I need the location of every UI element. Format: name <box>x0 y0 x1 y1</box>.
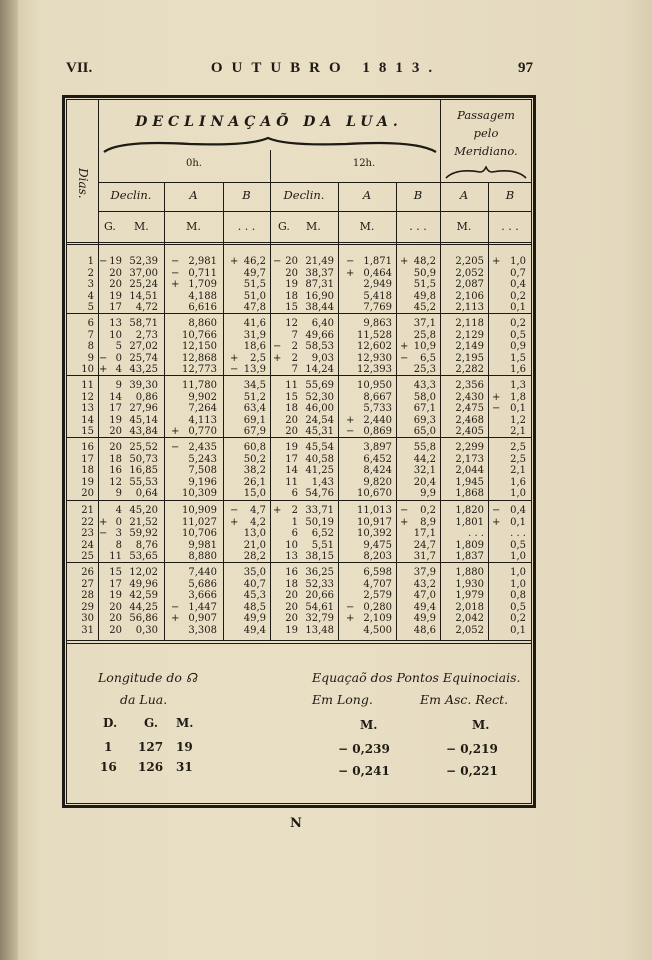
page-title: OUTUBRO 1813. <box>210 60 442 76</box>
col-b-12: B <box>413 188 423 202</box>
rule <box>66 500 532 501</box>
sign: − <box>171 442 180 453</box>
a-value: 7,440 5,686 3,666 1,447 0,907 3,308 <box>188 567 217 636</box>
b-value: 48,2 50,9 51,5 49,8 45,2 <box>413 256 436 314</box>
sign: − + <box>99 352 108 376</box>
row-1-g: 127 <box>138 740 164 754</box>
col-a-pass: A <box>459 188 469 202</box>
a-value: 8,860 10,766 12,150 12,868 12,773 <box>182 318 217 376</box>
sign: − <box>99 256 108 267</box>
days: 26 27 28 29 30 31 <box>81 567 94 636</box>
pass-a: 2,356 2,430 2,475 2,468 2,405 <box>455 380 484 438</box>
rule <box>396 182 397 640</box>
sign: + − <box>492 391 501 415</box>
unit-ma-0: M. <box>186 220 201 233</box>
declin-g: 12 7 2 2 7 <box>285 318 298 376</box>
brace-ornament-small <box>444 166 528 180</box>
a-value: 6,598 4,707 2,579 0,280 2,109 4,500 <box>363 567 392 636</box>
declin-m: 6,40 49,66 58,53 9,03 14,24 <box>305 318 334 376</box>
b-value: 4,7 4,2 13,0 21,0 28,2 <box>243 505 266 563</box>
declin-g: 19 20 20 19 17 <box>109 256 122 314</box>
rule <box>66 242 532 243</box>
unit-g-0: G. <box>104 220 116 233</box>
pass-a: 1,820 1,801 . . . 1,809 1,837 <box>455 505 484 563</box>
rule <box>338 182 339 640</box>
days: 6 7 8 9 10 <box>81 318 94 376</box>
table-title: DECLINAÇAÕ DA LUA. <box>135 114 403 130</box>
declin-m: 36,25 52,33 20,66 54,61 32,79 13,48 <box>305 567 334 636</box>
sign: − <box>273 256 282 267</box>
row-2-d: 16 <box>100 760 117 774</box>
row-2-m: 31 <box>176 760 193 774</box>
a-value: 2,435 5,243 7,508 9,196 10,309 <box>182 442 217 500</box>
days: 16 17 18 19 20 <box>81 442 94 500</box>
em-asc-label: Em Asc. Rect. <box>420 692 509 707</box>
unit-m-12: M. <box>306 220 321 233</box>
passagem-label-2: pelo <box>473 126 499 140</box>
col-d: D. <box>103 716 118 730</box>
sign: + − <box>346 414 355 438</box>
a-value: 11,780 9,902 7,264 4,113 0,770 <box>182 380 217 438</box>
b-value: 37,1 25,8 10,9 6,5 25,3 <box>413 318 436 376</box>
a-value: 9,863 11,528 12,602 12,930 12,393 <box>357 318 392 376</box>
rule <box>223 182 224 640</box>
passagem-label-3: Meridiano. <box>454 144 518 158</box>
b-value: 46,2 49,7 51,5 51,0 47,8 <box>243 256 266 314</box>
sign: − + <box>171 601 180 625</box>
col-declin-0: Declin. <box>110 188 152 202</box>
sign: + − <box>99 516 108 540</box>
rule <box>98 211 532 212</box>
declin-g: 2 1 6 10 13 <box>285 505 298 563</box>
col-b-pass: B <box>505 188 515 202</box>
signature-mark: N <box>290 816 302 831</box>
long-value-2: − 0,241 <box>338 764 390 778</box>
col-a-0: A <box>189 188 198 202</box>
rule <box>440 100 441 640</box>
pass-a: 2,118 2,129 2,149 2,195 2,282 <box>455 318 484 376</box>
col-a-12: A <box>362 188 372 202</box>
b-value: 35,0 40,7 45,3 48,5 49,9 49,4 <box>243 567 266 636</box>
unit-m-asc: M. <box>472 718 490 732</box>
b-value: 34,5 51,2 63,4 69,1 67,9 <box>243 380 266 438</box>
sign: + <box>400 256 409 267</box>
row-1-m: 19 <box>176 740 193 754</box>
rule <box>488 182 489 640</box>
col-m: M. <box>176 716 194 730</box>
page-number: 97 <box>518 60 533 76</box>
sign: + − <box>400 341 409 364</box>
col-declin-12: Declin. <box>283 188 325 202</box>
declin-g: 16 18 20 20 20 19 <box>285 567 298 636</box>
unit-ma-pass: M. <box>456 220 472 233</box>
declin-g: 11 15 18 20 20 <box>285 380 298 438</box>
rule <box>66 640 532 641</box>
pass-a: 1,880 1,930 1,979 2,018 2,042 2,052 <box>455 567 484 636</box>
declin-m: 55,69 52,30 46,00 24,54 45,31 <box>305 380 334 438</box>
declin-m: 45,54 40,58 41,25 1,43 54,76 <box>305 442 334 500</box>
b-value: 43,3 58,0 67,1 69,3 65,0 <box>413 380 436 438</box>
brace-ornament <box>100 136 440 156</box>
a-value: 10,909 11,027 10,706 9,981 8,880 <box>182 505 217 563</box>
longitude-title-2: da Lua. <box>120 692 168 707</box>
pass-b: 1,3 1,8 0,1 1,2 2,1 <box>510 380 526 438</box>
a-value: 11,013 10,917 10,392 9,475 8,203 <box>357 505 392 563</box>
pass-b: 0,2 0,5 0,9 1,5 1,6 <box>510 318 526 376</box>
asc-value-1: − 0,219 <box>446 742 498 756</box>
days: 1 2 3 4 5 <box>87 256 94 314</box>
pass-a: 2,205 2,052 2,087 2,106 2,113 <box>455 256 484 314</box>
longitude-title: Longitude do ☊ <box>98 670 197 685</box>
sign: − + <box>346 601 355 625</box>
sign: + <box>230 256 239 267</box>
pass-b: 1,0 1,0 0,8 0,5 0,2 0,1 <box>510 567 526 636</box>
asc-value-2: − 0,221 <box>446 764 498 778</box>
pass-b: 0,4 0,1 . . . 0,5 1,0 <box>510 505 526 563</box>
sign: + <box>171 426 180 438</box>
unit-mb-0: . . . <box>237 220 256 233</box>
a-value: 2,981 0,711 1,709 4,188 6,616 <box>188 256 217 314</box>
row-1-d: 1 <box>104 740 113 754</box>
b-value: 41,6 31,9 18,6 2,5 13,9 <box>243 318 266 376</box>
declin-g: 19 17 14 11 6 <box>285 442 298 500</box>
sign: − + <box>400 505 409 528</box>
declin-g: 13 10 5 0 4 <box>109 318 122 376</box>
declin-m: 33,71 50,19 6,52 5,51 38,15 <box>305 505 334 563</box>
dias-label: Dias. <box>76 168 90 199</box>
sign: + <box>492 256 501 267</box>
col-g: G. <box>144 716 158 730</box>
declin-g: 20 18 16 12 9 <box>109 442 122 500</box>
hour-12-label: 12h. <box>352 158 376 169</box>
unit-mb-12: . . . <box>409 220 427 233</box>
rule <box>164 182 165 640</box>
b-value: 0,2 8,9 17,1 24,7 31,7 <box>413 505 436 563</box>
page-gutter <box>0 0 18 960</box>
declin-m: 52,39 37,00 25,24 14,51 4,72 <box>129 256 158 314</box>
a-value: 3,897 6,452 8,424 9,820 10,670 <box>357 442 392 500</box>
declin-m: 58,71 2,73 27,02 25,74 43,25 <box>129 318 158 376</box>
sign: − + <box>273 341 282 364</box>
sign: − + <box>230 505 239 528</box>
row-2-g: 126 <box>138 760 164 774</box>
sign: − + <box>492 505 501 528</box>
unit-m-long: M. <box>360 718 378 732</box>
b-value: 55,8 44,2 32,1 20,4 9,9 <box>413 442 436 500</box>
declin-m: 21,49 38,37 87,31 16,90 38,44 <box>305 256 334 314</box>
unit-mb-pass: . . . <box>501 220 519 233</box>
pass-b: 2,5 2,5 2,1 1,6 1,0 <box>510 442 526 500</box>
rule <box>98 182 532 183</box>
rule <box>270 150 271 640</box>
rule <box>66 643 532 644</box>
passagem-label-1: Passagem <box>457 108 515 122</box>
unit-m-0: M. <box>134 220 149 233</box>
declin-m: 12,02 49,96 42,59 44,25 56,86 0,30 <box>129 567 158 636</box>
sign: − + <box>346 256 355 279</box>
unit-ma-12: M. <box>359 220 375 233</box>
unit-g-12: G. <box>278 220 290 233</box>
declin-g: 4 0 3 8 11 <box>109 505 122 563</box>
declin-g: 20 20 19 18 15 <box>285 256 298 314</box>
long-value-1: − 0,239 <box>338 742 390 756</box>
hour-0-label: 0h. <box>186 158 202 169</box>
equation-title: Equaçaõ dos Pontos Equinociais. <box>312 670 521 685</box>
days: 21 22 23 24 25 <box>81 505 94 563</box>
declin-g: 9 14 17 19 20 <box>109 380 122 438</box>
pass-a: 2,299 2,173 2,044 1,945 1,868 <box>455 442 484 500</box>
a-value: 10,950 8,667 5,733 2,440 0,869 <box>357 380 392 438</box>
sign: + − <box>230 352 239 376</box>
section-number: VII. <box>66 60 93 76</box>
declin-m: 45,20 21,52 59,92 8,76 53,65 <box>129 505 158 563</box>
days: 11 12 13 14 15 <box>81 380 94 438</box>
col-b-0: B <box>242 188 251 202</box>
declin-g: 15 17 19 20 20 20 <box>109 567 122 636</box>
sign: − − + <box>171 256 180 291</box>
a-value: 1,871 0,464 2,949 5,418 7,769 <box>363 256 392 314</box>
pass-b: 1,0 0,7 0,4 0,2 0,1 <box>510 256 526 314</box>
em-long-label: Em Long. <box>312 692 373 707</box>
b-value: 37,9 43,2 47,0 49,4 49,9 48,6 <box>413 567 436 636</box>
declin-m: 25,52 50,73 16,85 55,53 0,64 <box>129 442 158 500</box>
rule <box>66 244 532 245</box>
declin-m: 39,30 0,86 27,96 45,14 43,84 <box>129 380 158 438</box>
b-value: 60,8 50,2 38,2 26,1 15,0 <box>243 442 266 500</box>
sign: + <box>273 505 282 516</box>
